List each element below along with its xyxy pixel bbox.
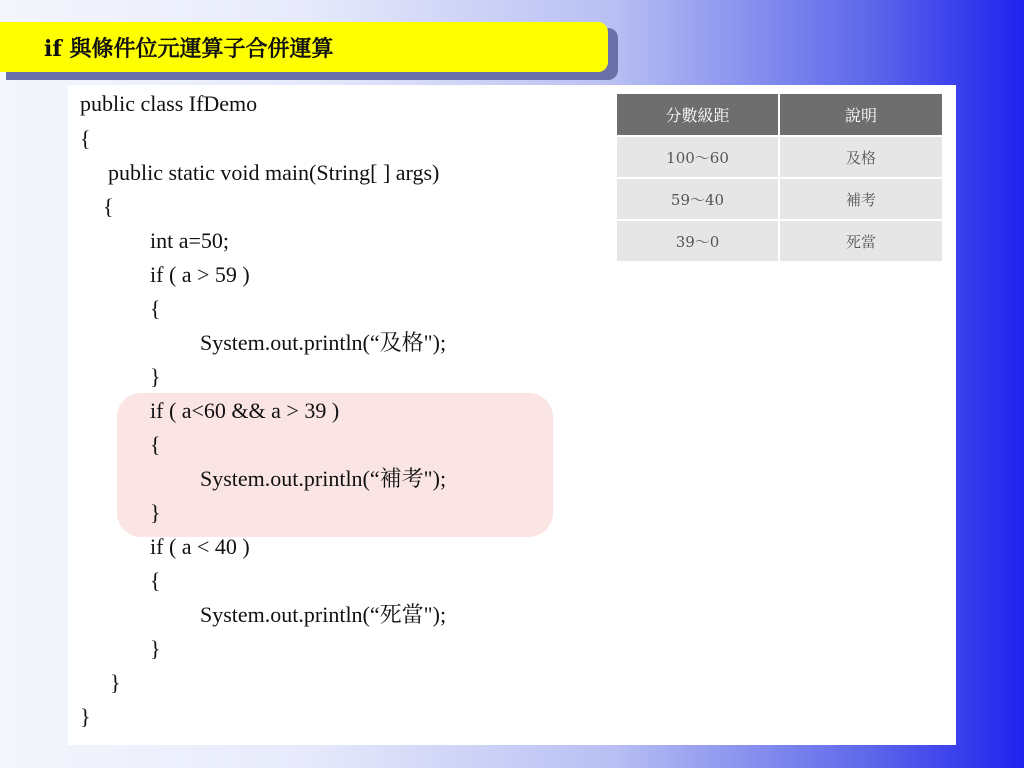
cell-label: 補考 [779,178,943,220]
table-row [616,178,943,220]
header-score-range: 分數級距 [616,93,779,136]
code-line-8: System.out.println(“及格"); [200,330,447,355]
table-header-row [616,93,943,136]
table-row [616,136,943,178]
code-line-19: } [80,704,91,729]
code-line-7: { [150,296,161,321]
code-line-5: int a=50; [150,228,230,253]
slide-title: if 與條件位元運算子合併運算 [44,35,334,62]
code-line-10: if ( a<60 && a > 39 ) [150,398,340,423]
code-line-15: { [150,568,161,593]
code-line-14: if ( a < 40 ) [150,534,250,559]
code-line-17: } [150,636,161,661]
title-bar [0,22,608,72]
code-line-1: public class IfDemo [80,91,258,116]
cell-range: 100～60 [616,136,779,178]
table-row [616,220,943,262]
header-description: 說明 [779,93,943,136]
cell-label: 及格 [779,136,943,178]
code-line-9: } [150,364,161,389]
code-line-4: { [103,194,114,219]
code-line-3: public static void main(String[ ] args) [108,160,440,185]
content-panel [68,85,956,745]
grade-table [615,92,944,263]
code-line-2: { [80,126,91,151]
code-line-6: if ( a > 59 ) [150,262,250,287]
cell-range: 59～40 [616,178,779,220]
cell-label: 死當 [779,220,943,262]
code-line-18: } [110,670,121,695]
cell-range: 39～0 [616,220,779,262]
code-line-12: System.out.println(“補考"); [200,466,447,491]
code-line-11: { [150,432,161,457]
code-line-13: } [150,500,161,525]
code-line-16: System.out.println(“死當"); [200,602,447,627]
